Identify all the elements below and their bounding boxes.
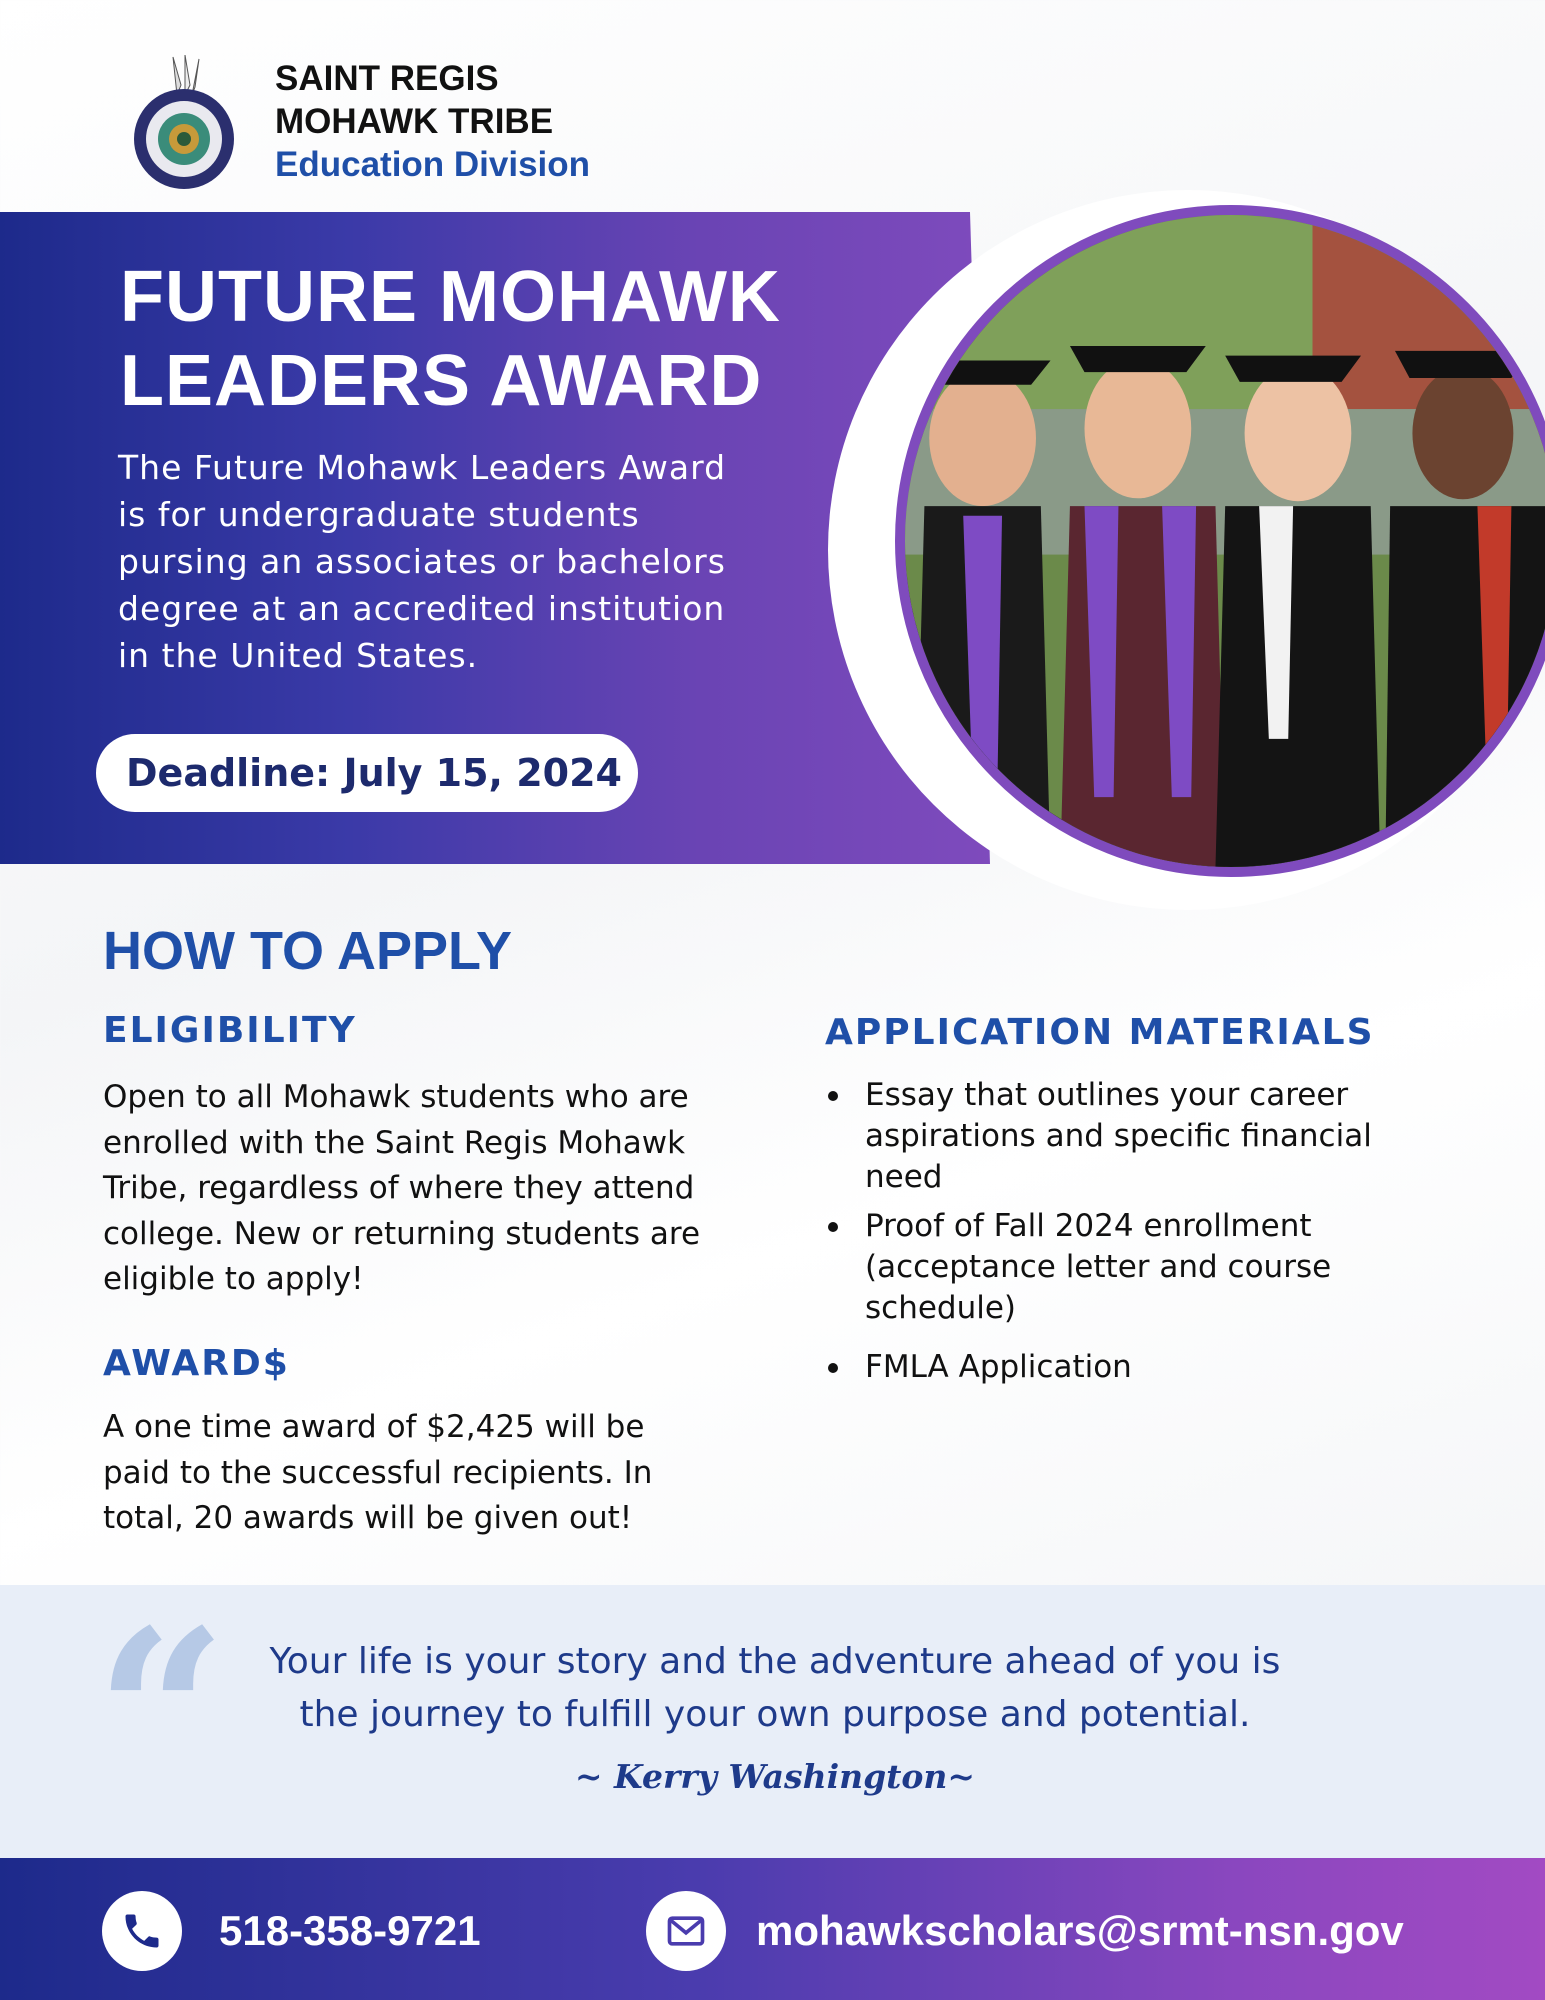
eligibility-line: Tribe, regardless of where they attend: [103, 1170, 695, 1206]
email-address[interactable]: mohawkscholars@srmt-nsn.gov: [756, 1907, 1404, 1954]
eligibility-line: Open to all Mohawk students who are: [103, 1079, 689, 1115]
awards-line: paid to the successful recipients. In: [103, 1454, 653, 1491]
description-line: degree at an accredited institution: [118, 589, 726, 628]
quote-line: the journey to fulfill your own purpose and potential.: [299, 1694, 1251, 1735]
awards-text: [103, 1405, 743, 1542]
list-item-line: (acceptance letter and course: [865, 1249, 1332, 1285]
envelope-icon: [646, 1891, 726, 1971]
eligibility-line: college. New or returning students are: [103, 1215, 701, 1252]
list-item-line: Essay that outlines your career: [865, 1077, 1349, 1113]
eligibility-text: [103, 1075, 743, 1303]
eligibility-line: eligible to apply!: [103, 1261, 364, 1297]
bullet-icon: [828, 1091, 838, 1101]
awards-line: A one time award of $2,425 will be: [103, 1409, 645, 1445]
quote-text: [230, 1635, 1320, 1741]
eligibility-heading: ELIGIBILITY: [103, 1010, 357, 1051]
description-line: pursing an associates or bachelors: [118, 542, 726, 581]
list-item-line: aspirations and specific financial: [865, 1118, 1372, 1154]
bullet-icon: [828, 1363, 838, 1373]
description-line: in the United States.: [118, 636, 479, 675]
list-item: [825, 1206, 1465, 1329]
award-title-line2: LEADERS AWARD: [120, 341, 763, 421]
org-name-line1: SAINT REGIS: [275, 59, 499, 98]
phone-number[interactable]: 518-358-9721: [219, 1907, 481, 1954]
list-item-line: FMLA Application: [865, 1349, 1132, 1385]
eligibility-line: enrolled with the Saint Regis Mohawk: [103, 1124, 686, 1161]
award-title-line1: FUTURE MOHAWK: [120, 257, 781, 337]
description-line: The Future Mohawk Leaders Award: [118, 448, 727, 487]
quote-author: ~ Kerry Washington~: [574, 1757, 976, 1796]
organization-name: [275, 57, 590, 186]
graduates-photo: [895, 205, 1545, 877]
awards-line: total, 20 awards will be given out!: [103, 1500, 633, 1536]
quotation-mark-icon: “: [95, 1580, 228, 1850]
awards-heading: AWARD$: [103, 1343, 290, 1384]
list-item-line: schedule): [865, 1290, 1017, 1326]
deadline-badge: Deadline: July 15, 2024: [96, 734, 638, 812]
division-name: Education Division: [275, 145, 591, 184]
how-to-apply-heading: HOW TO APPLY: [103, 921, 513, 981]
application-materials-heading: APPLICATION MATERIALS: [825, 1012, 1375, 1053]
application-materials-list: [825, 1075, 1465, 1396]
list-item: [825, 1347, 1465, 1388]
quote-line: Your life is your story and the adventure ahead of you is: [269, 1641, 1281, 1682]
award-description: [118, 444, 798, 679]
list-item-line: need: [865, 1159, 943, 1195]
bullet-icon: [828, 1222, 838, 1232]
tribe-seal-logo: [125, 55, 243, 190]
org-name-line2: MOHAWK TRIBE: [275, 102, 554, 141]
award-title: [120, 255, 900, 423]
phone-icon: [102, 1891, 182, 1971]
description-line: is for undergraduate students: [118, 495, 640, 534]
list-item: [825, 1075, 1465, 1198]
list-item-line: Proof of Fall 2024 enrollment: [865, 1208, 1312, 1244]
